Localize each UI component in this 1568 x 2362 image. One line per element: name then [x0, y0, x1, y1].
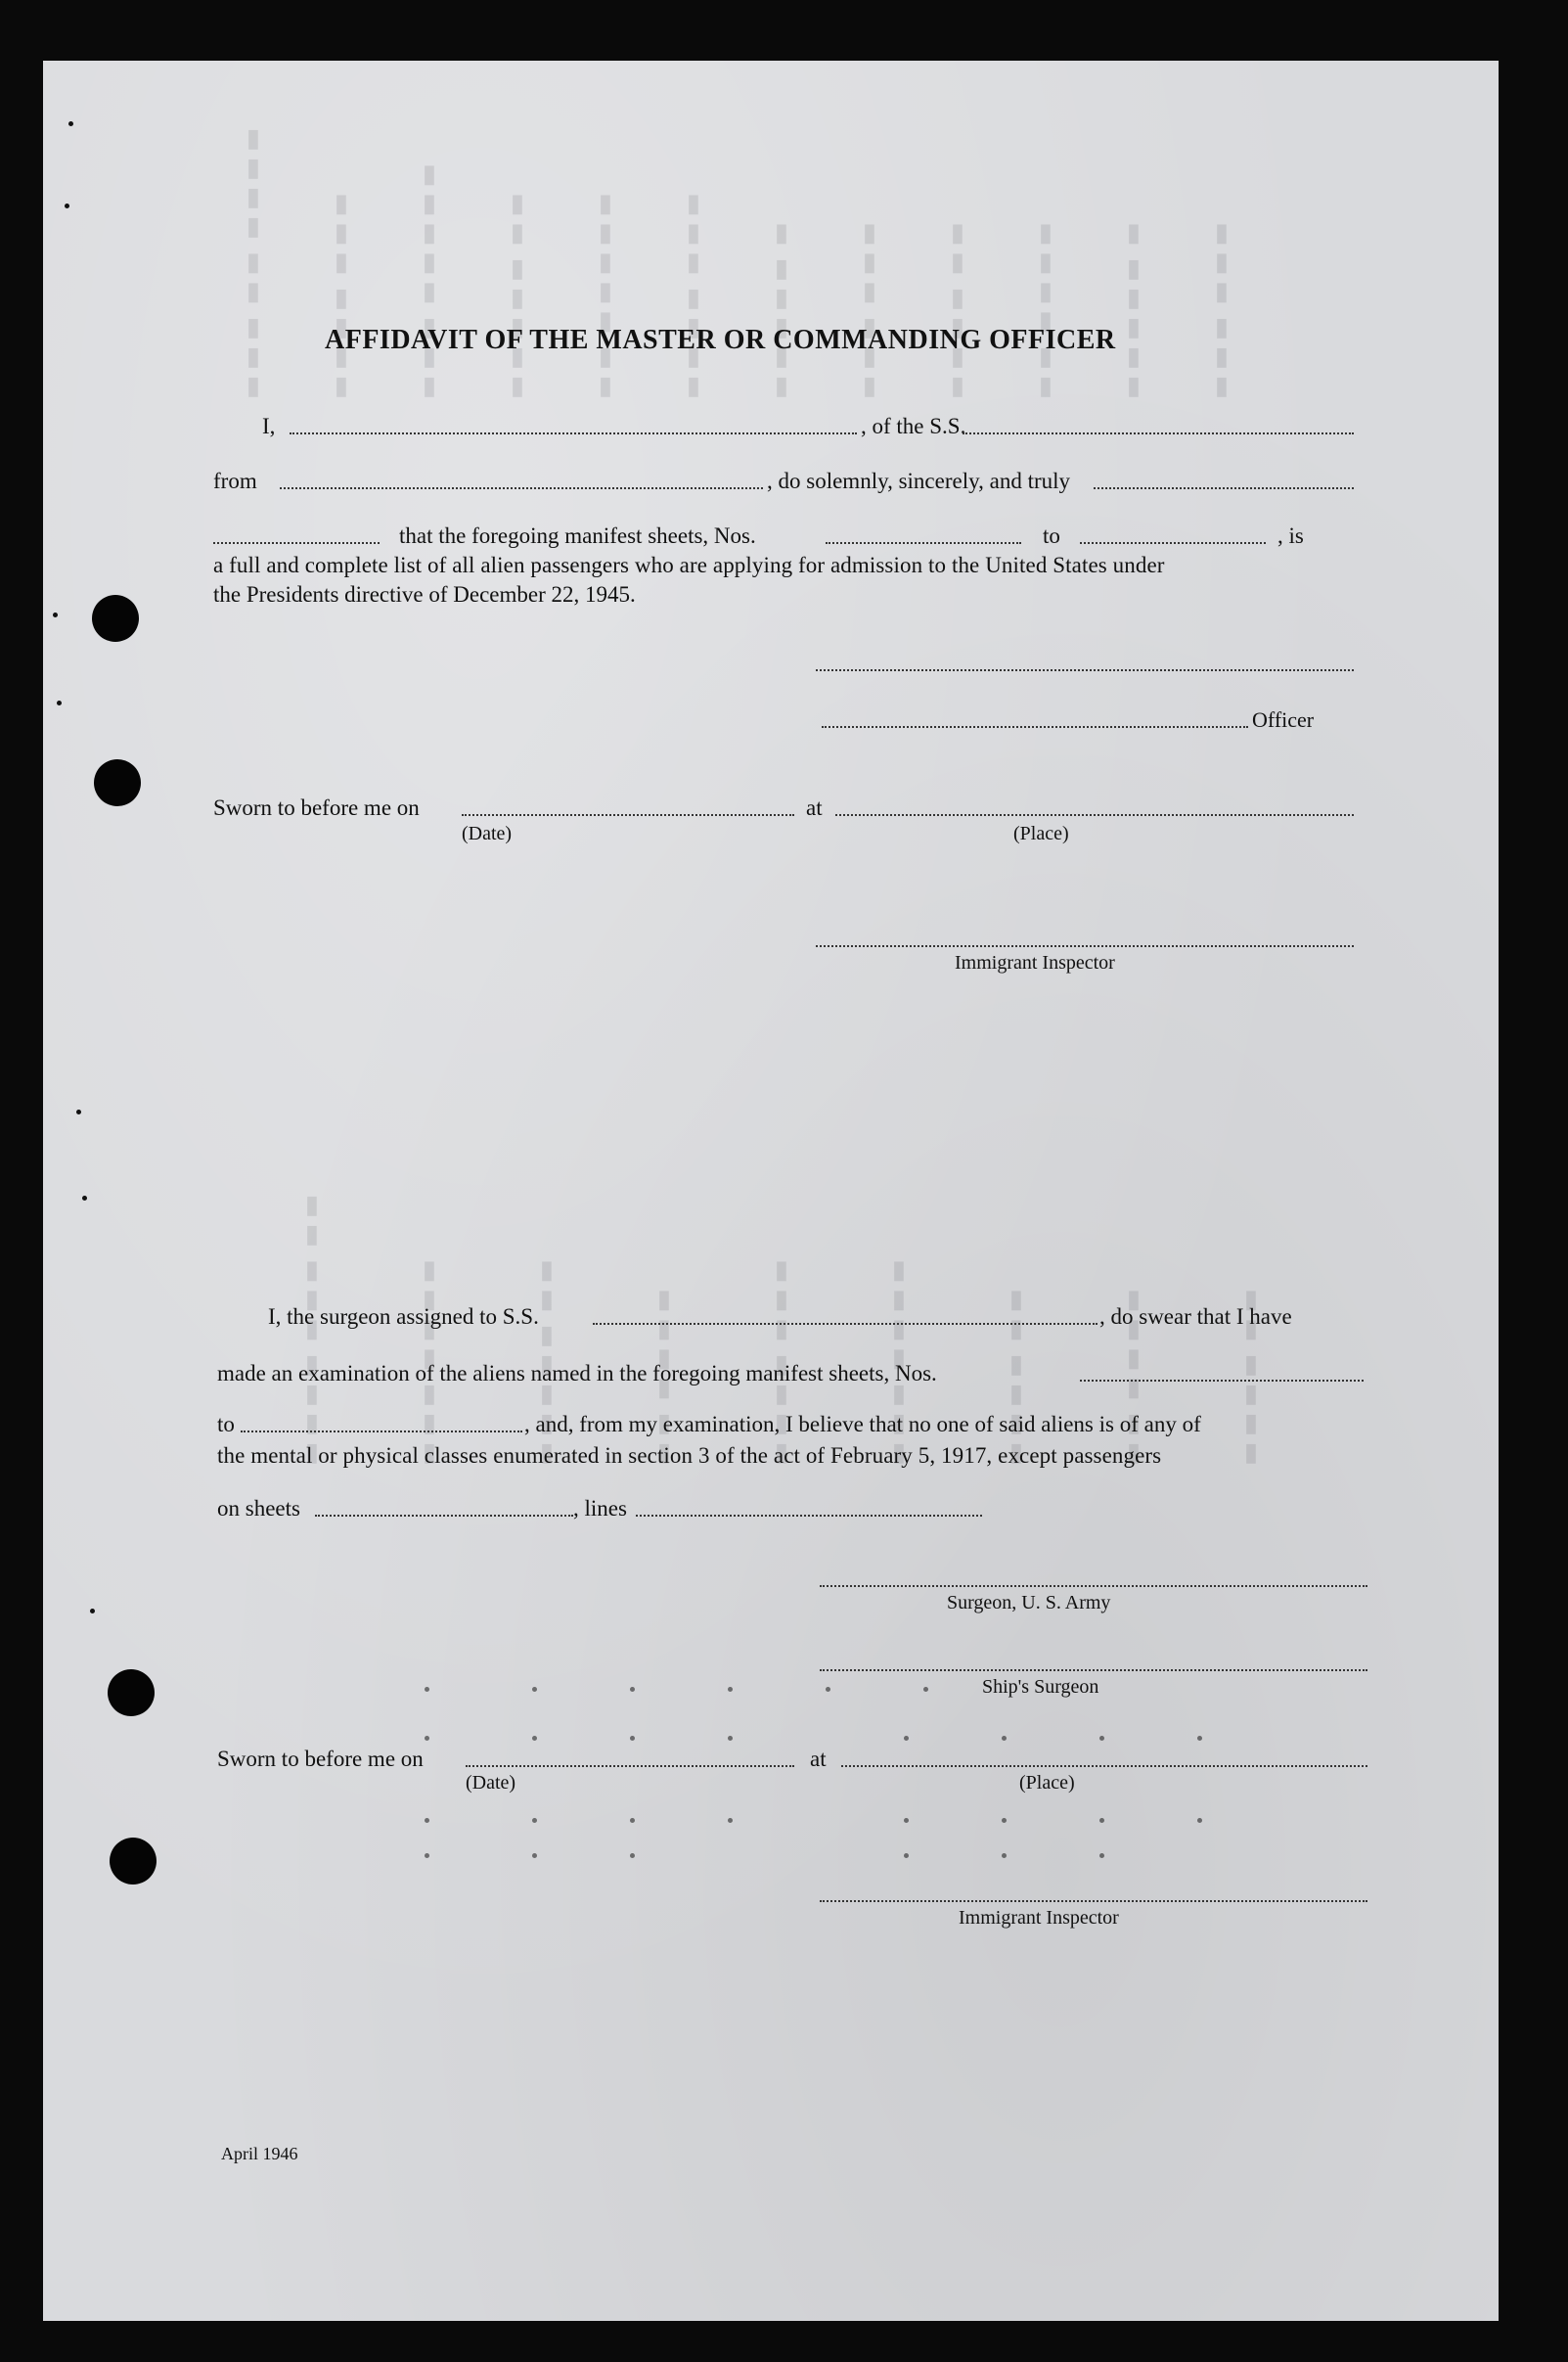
examination-text: made an examination of the aliens named in the foregoing manifest sheets, Nos.: [217, 1361, 937, 1385]
surgeon-sworn-place-field[interactable]: [841, 1765, 1367, 1767]
complete-list-text: a full and complete list of all alien passengers who are applying for admission to the United States under: [213, 553, 1165, 577]
is-label: , is: [1277, 523, 1304, 548]
punch-hole: [108, 1669, 155, 1716]
surgeon-sworn-date-field[interactable]: [466, 1765, 794, 1767]
surgeon-inspector-signature-field[interactable]: [820, 1900, 1367, 1902]
lines-field[interactable]: [636, 1515, 982, 1517]
officer-label: Officer: [1252, 707, 1315, 732]
on-sheets-label: on sheets: [217, 1496, 300, 1521]
swear-text: , do swear that I have: [1099, 1304, 1292, 1329]
surgeon-sheets-field[interactable]: [1080, 1380, 1364, 1382]
sworn-place-field[interactable]: [835, 814, 1354, 816]
sworn-date-field[interactable]: [462, 814, 794, 816]
surgeon-assigned-text: I, the surgeon assigned to S.S.: [268, 1304, 539, 1329]
sworn-label: Sworn to before me on: [213, 795, 420, 820]
surgeon-sworn-label: Sworn to before me on: [217, 1747, 424, 1771]
on-sheets-field[interactable]: [315, 1515, 573, 1517]
ship-name-field[interactable]: [963, 432, 1354, 434]
oath-continued-field[interactable]: [213, 542, 380, 544]
punch-hole: [110, 1838, 157, 1885]
belief-text: , and, from my examination, I believe that no one of said aliens is of any of: [524, 1412, 1201, 1436]
speck: [68, 121, 73, 126]
lines-label: , lines: [573, 1496, 627, 1521]
surgeon-to-label: to: [217, 1412, 235, 1436]
master-name-field[interactable]: [290, 432, 857, 434]
section-3-text: the mental or physical classes enumerated in section 3 of the act of February 5, 1917, except passengers: [217, 1443, 1162, 1468]
ships-surgeon-signature-field[interactable]: [820, 1669, 1367, 1671]
master-signature-field[interactable]: [816, 669, 1354, 671]
surgeon-inspector-label: Immigrant Inspector: [959, 1907, 1119, 1929]
army-surgeon-label: Surgeon, U. S. Army: [947, 1592, 1111, 1613]
of-ss-label: , of the S.S.: [861, 414, 966, 438]
form-sheet: ▮▮▮ ▮▮ ▮▮▮▮ ▮▮▮▮ ▮▮▮ ▮▮▮ ▮▮▮▮▮ ▮▮▮▮▮ ▮▮ ▮▮ ▮▮▮▮▮ ▮▮▮▮ ▮▮▮ ▮▮▮▮▮ ▮ ▮▮▮ ▮▮▮ ▮▮▮▮ ▮▮ ▮▮ ▮▮▮▮ ▮▮▮▮▮ ▮ ▮▮▮ ▮▮▮ ▮▮▮▮ ▮▮▮ ▮▮ ▮▮▮ ▮▮▮▮ ▮▮▮▮▮ ▮▮ ▮▮ ▮▮▮▮ ▮▮▮▮ ▮▮▮ ▮▮▮ ▮▮▮▮ ▮▮▮▮ ▮▮ ▮▮ ▮▮▮▮ ▮▮▮▮ ▮▮ AFFIDAVIT OF THE MASTER OR COMMANDING OFFICER I, , of the S.S. from , do solemnly, sincerely, and truly that the foregoing manifest sheets, Nos. to , is a full and complete list of all alien passengers who are applying for admission to the United States under the Presidents directive of December 22, 1945. Officer Sworn to before me on at (Date) (Place) Immigrant Inspector I, the surgeon assigned to S.S. , do swear that I have made an examination of the aliens named in the foregoing manifest sheets, Nos. to , and, from my examination, I believe that no one of said aliens is of any of the mental or physical classes enumerated in section 3 of the act of February 5, 1917, except passengers on sheets , lines Surgeon, U. S. Army Ship's Surgeon Sworn to before me on at (Date) (Place) Immigrant Inspector April 1946: [43, 61, 1499, 2321]
officer-field[interactable]: [822, 726, 1248, 728]
directive-text: the Presidents directive of December 22, 1945.: [213, 582, 636, 607]
sheet-to-field[interactable]: [1080, 542, 1266, 544]
speck: [65, 204, 69, 208]
army-surgeon-signature-field[interactable]: [820, 1585, 1367, 1587]
speck: [53, 613, 58, 617]
ships-surgeon-label: Ship's Surgeon: [982, 1676, 1099, 1698]
surgeon-sheet-to-field[interactable]: [241, 1431, 522, 1432]
solemnly-text: , do solemnly, sincerely, and truly: [767, 469, 1071, 493]
speck: [90, 1609, 95, 1613]
manifest-sheets-text: that the foregoing manifest sheets, Nos.: [399, 523, 756, 548]
surgeon-date-caption: (Date): [466, 1772, 516, 1794]
oath-word-field[interactable]: [1094, 487, 1354, 489]
punch-hole: [94, 759, 141, 806]
speck: [76, 1110, 81, 1114]
form-date: April 1946: [221, 2144, 298, 2163]
place-caption: (Place): [1013, 823, 1069, 844]
inspector-signature-field[interactable]: [816, 945, 1354, 947]
surgeon-ship-field[interactable]: [593, 1323, 1098, 1325]
at-label: at: [806, 795, 823, 820]
punch-hole: [92, 595, 139, 642]
from-port-field[interactable]: [280, 487, 763, 489]
form-title: AFFIDAVIT OF THE MASTER OR COMMANDING OFFICER: [325, 325, 1116, 355]
speck: [82, 1196, 87, 1201]
sheet-from-field[interactable]: [826, 542, 1021, 544]
from-label: from: [213, 469, 257, 493]
surgeon-place-caption: (Place): [1019, 1772, 1075, 1794]
surgeon-at-label: at: [810, 1747, 827, 1771]
to-label: to: [1043, 523, 1060, 548]
date-caption: (Date): [462, 823, 513, 844]
speck: [57, 701, 62, 705]
master-i: I,: [262, 414, 276, 438]
inspector-label: Immigrant Inspector: [955, 952, 1115, 974]
